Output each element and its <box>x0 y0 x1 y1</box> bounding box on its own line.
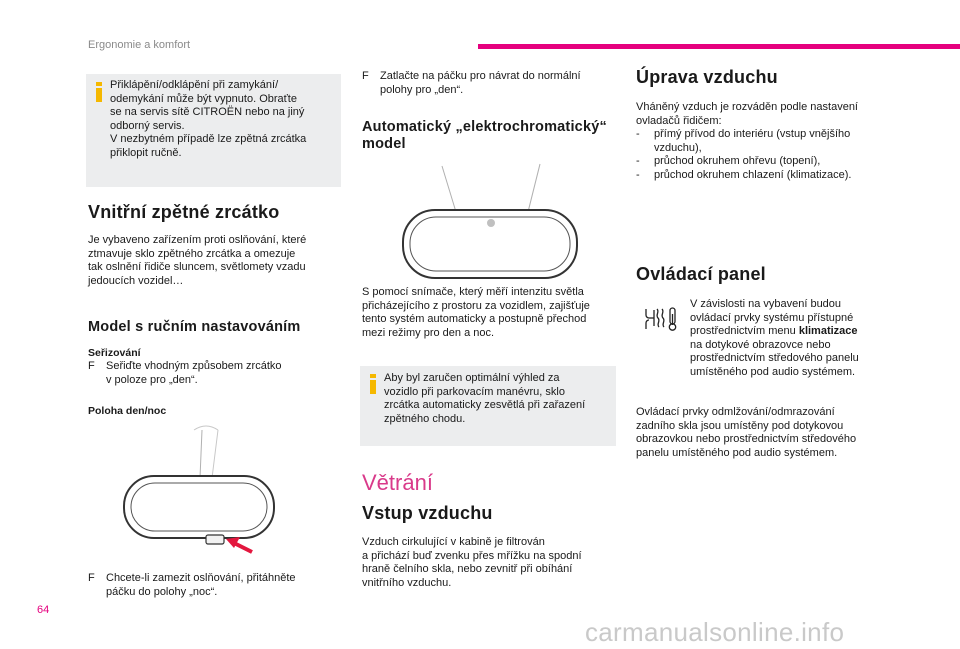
list-item-text: průchod okruhem chlazení (klimatizace). <box>654 168 852 181</box>
header-accent-bar <box>478 44 960 49</box>
paragraph: Vháněný vzduch je rozváděn podle nastavení ovladačů řidičem: <box>636 101 858 127</box>
label-heading: Seřizování <box>88 347 141 359</box>
mirror-manual-illustration <box>120 420 280 560</box>
list-item <box>88 360 348 387</box>
paragraph: V závislosti na vybavení budou ovládací prvky systému přístupné prostřednictvím menu klimatizace na dotykové obrazovce nebo prostřednictvím středového panelu umístěného pod audio systémem. <box>690 298 859 378</box>
paragraph: S pomocí snímače, který měří intenzitu světla přicházejícího z prostoru za vozidlem, zajišťuje tento systém automaticky a postupně přechod mezi režimy pro den a noc. <box>362 286 590 339</box>
paragraph: Je vybaveno zařízením proti oslňování, které ztmavuje sklo zpětného zrcátka a omezuje tak oslnění řidiče sluncem, světlomety vzadu jedoucích vozidel… <box>88 234 307 287</box>
bullet-glyph: F <box>362 70 369 82</box>
section-header: Ergonomie a komfort <box>88 39 191 51</box>
bullet-glyph: F <box>88 572 95 584</box>
section-title: Vstup vzduchu <box>362 503 493 523</box>
list-item <box>88 572 348 599</box>
arrow-icon <box>226 537 252 552</box>
subsection-title: Automatický „elektrochromatický“ model <box>362 119 607 152</box>
info-icon <box>368 374 378 394</box>
note-text: Přiklápění/odklápění při zamykání/ odemykání může být vypnuto. Obraťte se na servis sítě CITROËN nebo na jiný odborný servis. V nezbytném případě lze zpětná zrcátka přiklopit ručně. <box>110 79 307 159</box>
list-item-text: Zatlačte na páčku pro návrat do normální polohy pro „den“. <box>380 70 581 96</box>
watermark: carmanualsonline.info <box>585 617 845 647</box>
section-title: Vnitřní zpětné zrcátko <box>88 202 280 222</box>
dash-list <box>636 128 906 182</box>
mirror-auto-illustration <box>400 162 580 282</box>
section-title: Ovládací panel <box>636 264 766 284</box>
list-item: - průchod okruhem chlazení (klimatizace). <box>636 168 852 181</box>
list-item-text: Chcete-li zamezit oslňování, přitáhněte páčku do polohy „noc“. <box>106 572 296 598</box>
info-icon <box>94 82 104 102</box>
list-item-text: přímý přívod do interiéru (vstup vnějšího vzduchu), <box>654 128 851 154</box>
climate-control-icon <box>643 306 681 332</box>
list-item: - přímý přívod do interiéru (vstup vnějšího vzduchu), <box>636 128 851 154</box>
paragraph: Ovládací prvky odmlžování/odmrazování zadního skla jsou umístěny pod dotykovou obrazovkou nebo prostřednictvím středového panelu umístěného pod audio systémem. <box>636 406 857 459</box>
list-item-text: průchod okruhem ohřevu (topení), <box>654 155 821 167</box>
light-sensor-icon <box>487 219 495 227</box>
paragraph: Vzduch cirkulující v kabině je filtrován a přichází buď zvenku přes mřížku na spodní hraně čelního skla, nebo zevnitř při obíhání vnitřního vzduchu. <box>362 536 582 589</box>
list-item <box>362 70 622 97</box>
section-title: Úprava vzduchu <box>636 67 778 87</box>
bullet-glyph: F <box>88 360 95 372</box>
info-note-box <box>360 366 616 446</box>
list-item-text: Seřiďte vhodným způsobem zrcátko v poloze pro „den“. <box>106 360 282 386</box>
label-heading: Poloha den/noc <box>88 405 167 417</box>
note-text: Aby byl zaručen optimální výhled za vozidlo při parkovacím manévru, sklo zrcátka automaticky zesvětlá při zařazení zpětného chodu. <box>384 372 586 425</box>
info-note-box <box>86 74 341 187</box>
list-item: - průchod okruhem ohřevu (topení), <box>636 155 821 167</box>
page-number: 64 <box>37 604 50 616</box>
subsection-title: Model s ručním nastavováním <box>88 319 301 335</box>
section-title: Větrání <box>362 470 433 495</box>
